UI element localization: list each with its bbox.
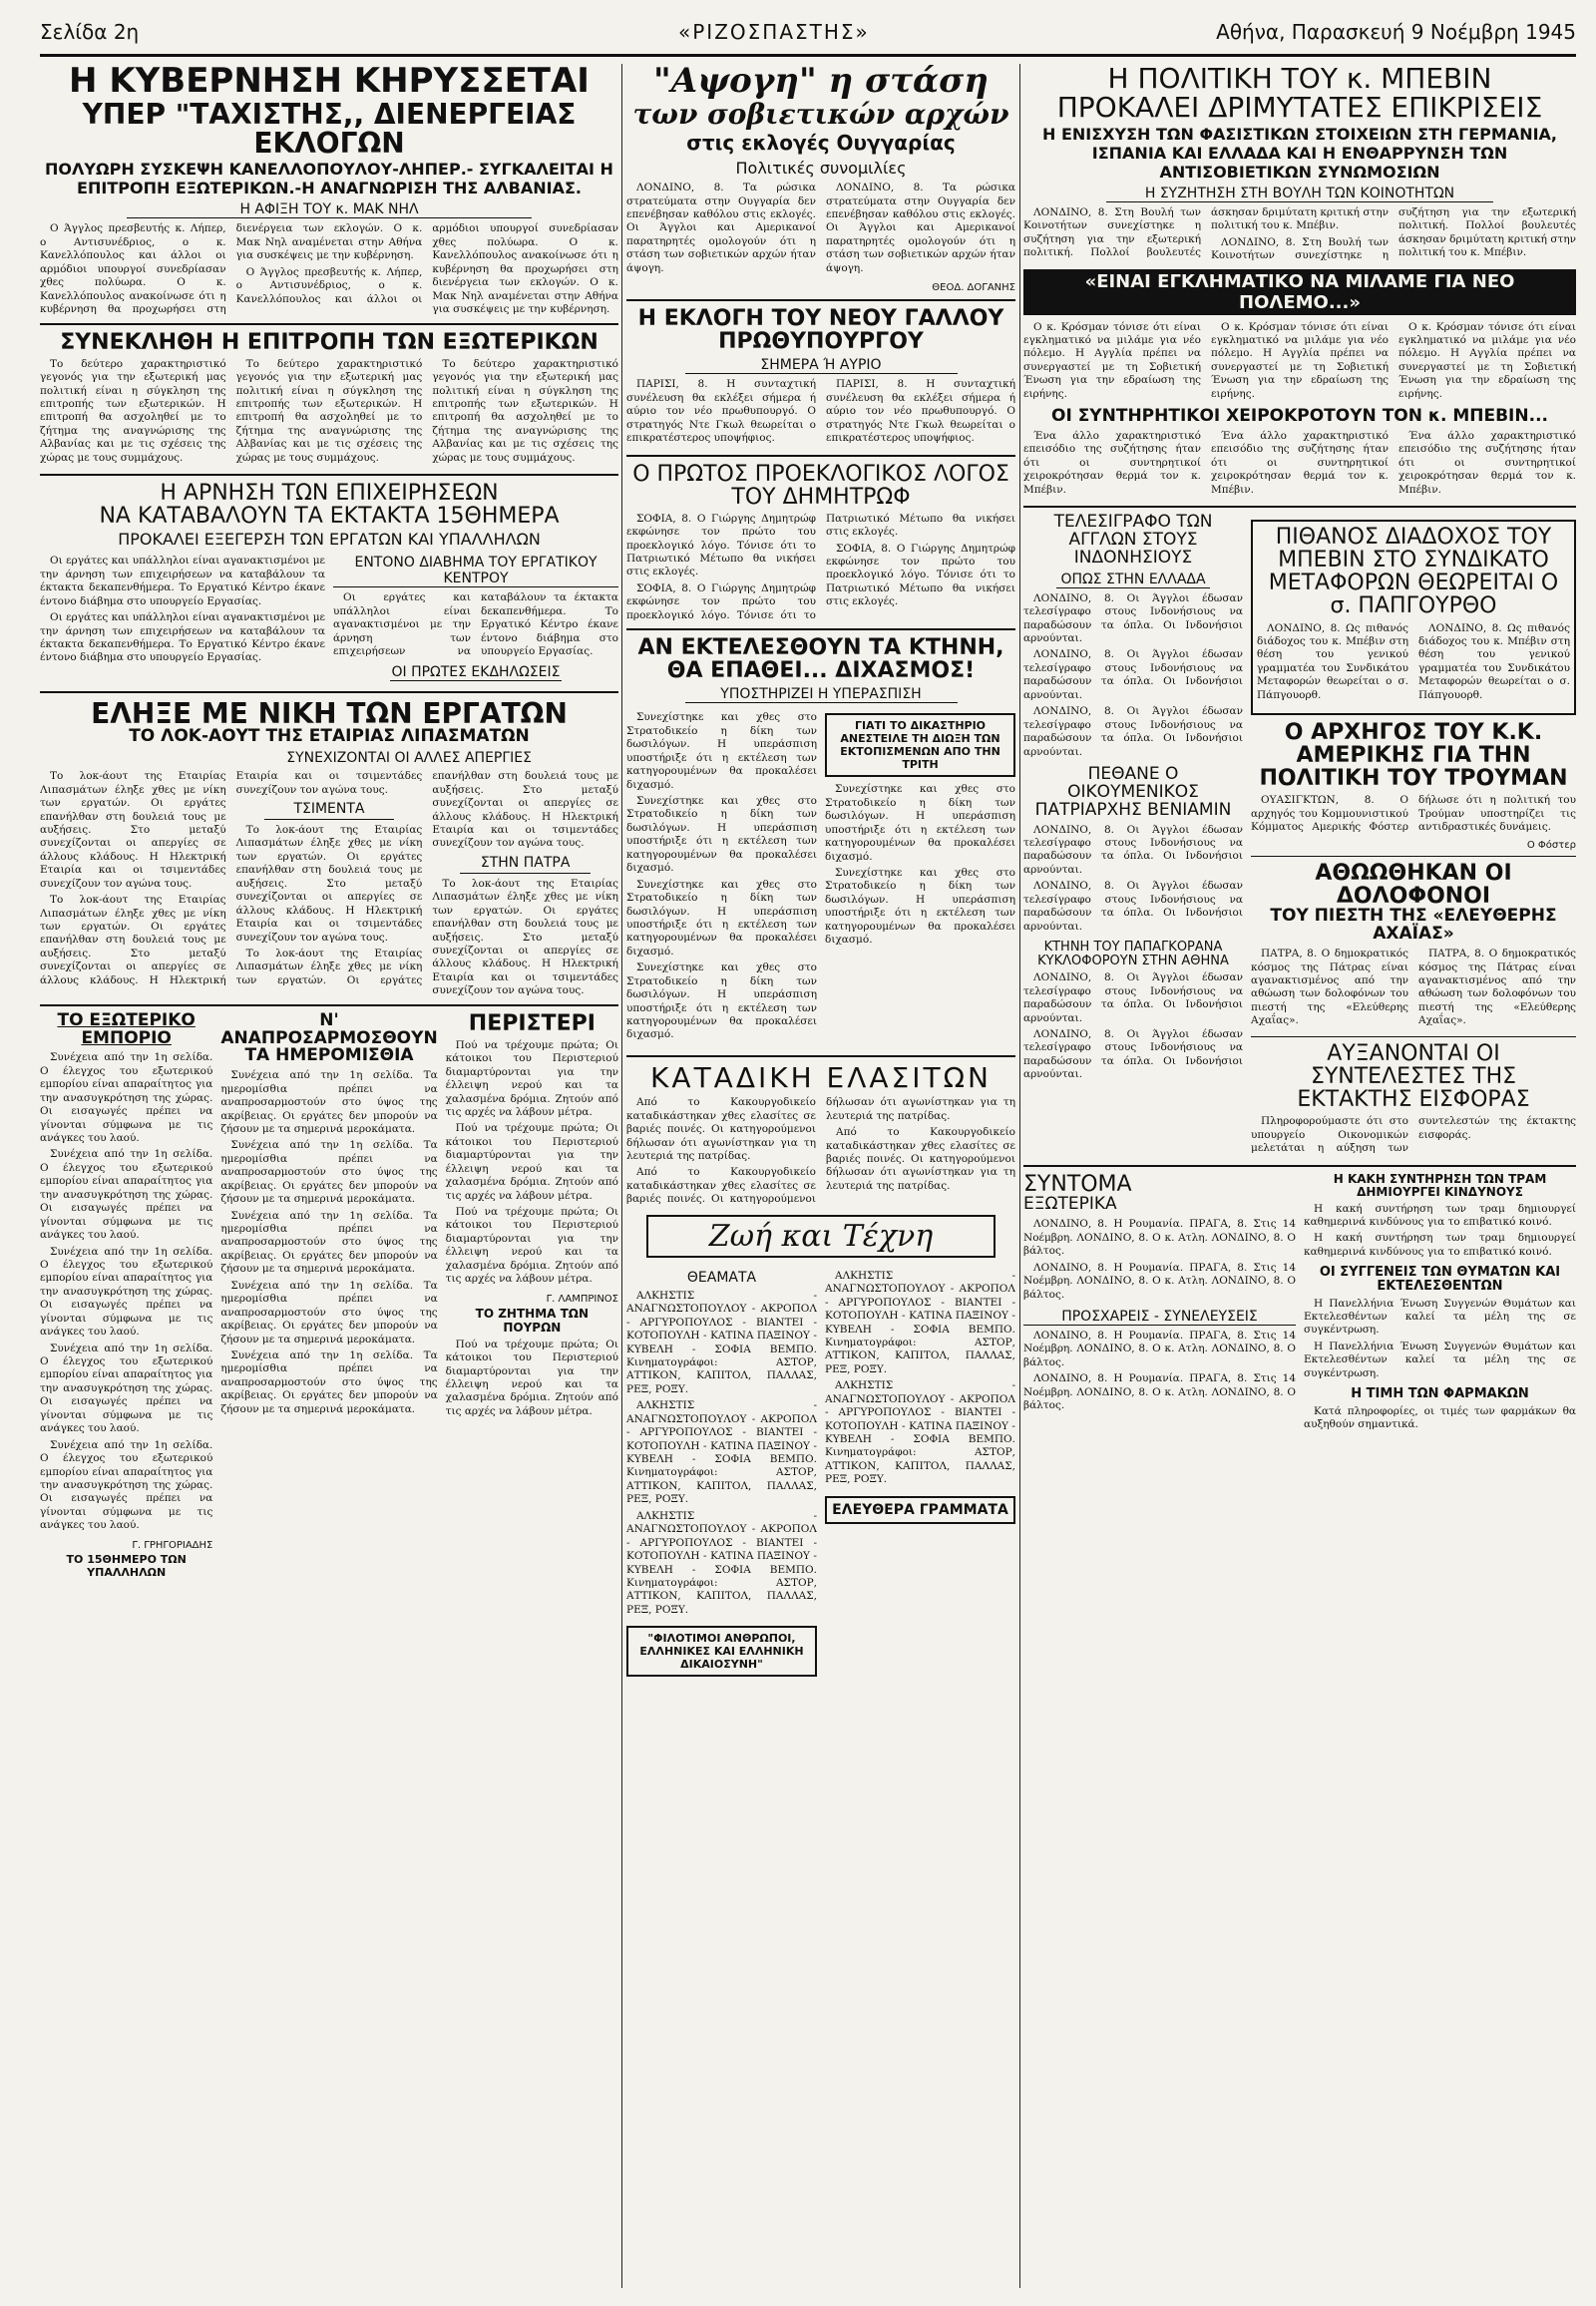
paragraph: ΣΟΦΙΑ, 8. Ο Γιώργης Δημητρώφ εκφώνησε τον πρώτο του προεκλογικό λόγο. Τόνισε ότι το Πατριωτικό Μέτωπο θα νικήσει στις εκλογές. xyxy=(626,512,816,578)
article-body xyxy=(333,591,618,660)
paragraph: ΑΛΚΗΣΤΙΣ - ΑΝΑΓΝΩΣΤΟΠΟΥΛΟΥ - ΑΚΡΟΠΟΛ - ΑΡΓΥΡΟΠΟΥΛΟΣ - ΒΙΑΝΤΕΙ - ΚΟΤΟΠΟΥΛΗ - ΚΑΤΙΝΑ ΠΑΞΙΝΟΥ - ΚΥΒΕΛΗ - ΣΟΦΙΑ ΒΕΜΠΟ. Κινηματογράφοι: ΑΣΤΟΡ, ΑΤΤΙΚΟΝ, ΚΑΠΙΤΟΛ, ΠΑΛΛΑΣ, ΡΕΞ, ΡΟΞΥ. xyxy=(825,1379,1015,1486)
article-body xyxy=(1251,1115,1576,1155)
headline: Η ΚΥΒΕΡΝΗΣΗ ΚΗΡΥΣΣΕΤΑΙ xyxy=(69,64,590,101)
paragraph: Ο κ. Κρόσμαν τόνισε ότι είναι εγκληματικό να μιλάμε για νέο πόλεμο. Η Αγγλία πρέπει να συνεργαστεί με τη Σοβιετική Ένωση για την εδραίωση της ειρήνης. xyxy=(1398,320,1576,400)
article-body xyxy=(40,1051,212,1535)
divider xyxy=(626,1055,1015,1057)
boxed-headline: ΕΛΕΥΘΕΡΑ ΓΡΑΜΜΑΤΑ xyxy=(825,1496,1015,1524)
headline: ΤΟ ΛΟΚ-ΑΟΥΤ ΤΗΣ ΕΤΑΙΡΙΑΣ ΛΙΠΑΣΜΑΤΩΝ xyxy=(129,726,530,747)
paragraph: Συνεχίστηκε και χθες στο Στρατοδικείο η δίκη των δωσιλόγων. Η υπεράσπιση υποστήριξε ότι η εκτέλεση των κατηγορουμένων θα προκαλέσει διχασμό. xyxy=(626,711,817,791)
byline: Γ. ΛΑΜΠΡΙΝΟΣ xyxy=(546,1293,618,1305)
divider xyxy=(1023,1165,1576,1167)
paragraph: ΛΟΝΔΙΝΟ, 8. Στη Βουλή των Κοινοτήτων συνεχίστηκε η συζήτηση για την εξωτερική πολιτική. Πολλοί βουλευτές άσκησαν δριμύτατη κριτική στην πολιτική του κ. Μπέβιν. xyxy=(1211,205,1576,262)
divider xyxy=(1251,856,1576,857)
headline: ΤΟ ΕΞΩΤΕΡΙΚΟ ΕΜΠΟΡΙΟ xyxy=(57,1009,196,1048)
headline: ΠΙΘΑΝΟΣ ΔΙΑΔΟΧΟΣ ΤΟΥ ΜΠΕΒΙΝ ΣΤΟ ΣΥΝΔΙΚΑΤΟ ΜΕΤΑΦΟΡΩΝ ΘΕΩΡΕΙΤΑΙ Ο σ. ΠΑΠΓΟΥΡΘΟ xyxy=(1268,525,1559,619)
paragraph: ΣΟΦΙΑ, 8. Ο Γιώργης Δημητρώφ εκφώνησε τον πρώτο του προεκλογικό λόγο. Τόνισε ότι το Πατριωτικό Μέτωπο θα νικήσει στις εκλογές. xyxy=(626,512,1015,621)
paragraph: ΠΑΤΡΑ, 8. Ο δημοκρατικός κόσμος της Πάτρας είναι αγανακτισμένος από την αθώωση των δολοφόνων του πιεστή της «Ελεύθερης Αχαΐας». xyxy=(1418,948,1576,1027)
paragraph: Η κακή συντήρηση των τραμ δημιουργεί καθημερινά κινδύνους για το επιβατικό κοινό. xyxy=(1304,1202,1576,1228)
headline: Η ΤΙΜΗ ΤΩΝ ΦΑΡΜΑΚΩΝ xyxy=(1351,1386,1529,1402)
paragraph: Από το Κακουργοδικείο καταδικάστηκαν χθες ελασίτες σε βαριές ποινές. Οι κατηγορούμενοι δήλωσαν ότι αγωνίστηκαν για τη λευτεριά της πατρίδας. xyxy=(626,1096,1015,1206)
article-body xyxy=(220,1069,437,1419)
divider xyxy=(1251,1036,1576,1037)
paragraph: Ένα άλλο χαρακτηριστικό επεισόδιο της συζήτησης ήταν ότι οι συντηρητικοί χειροκρότησαν θερμά τον κ. Μπέβιν. xyxy=(1023,430,1201,496)
paragraph: ΟΥΑΣΙΓΚΤΩΝ, 8. Ο αρχηγός του Κομμουνιστικού Κόμματος Αμερικής Φόστερ δήλωσε ότι η πολιτική του Τρούμαν υποστηρίζει τις αντιδραστικές δυνάμεις. xyxy=(1251,794,1576,834)
left-column xyxy=(40,64,618,2288)
paragraph: Από το Κακουργοδικείο καταδικάστηκαν χθες ελασίτες σε βαριές ποινές. Οι κατηγορούμενοι δήλωσαν ότι αγωνίστηκαν για τη λευτεριά της πατρίδας. xyxy=(626,1096,816,1163)
paragraph: ΛΟΝΔΙΝΟ, 8. Οι Άγγλοι έδωσαν τελεσίγραφο στους Ινδονήσιους να παραδώσουν τα όπλα. Οι Ινδονήσιοι αρνούνται. xyxy=(1023,648,1243,701)
kicker: ΕΝΤΟΝΟ ΔΙΑΒΗΜΑ ΤΟΥ ΕΡΓΑΤΙΚΟΥ ΚΕΝΤΡΟΥ xyxy=(333,555,618,587)
byline: Γ. ΓΡΗΓΟΡΙΑΔΗΣ xyxy=(132,1539,213,1551)
headline: ΟΙ ΣΥΝΤΗΡΗΤΙΚΟΙ ΧΕΙΡΟΚΡΟΤΟΥΝ ΤΟΝ κ. ΜΠΕΒΙΝ... xyxy=(1051,406,1548,427)
headline: ΑΘΩΩΘΗΚΑΝ ΟΙ ΔΟΛΟΦΟΝΟΙ xyxy=(1315,861,1512,910)
paragraph: Το λοκ-άουτ της Εταιρίας Λιπασμάτων έληξε χθες με νίκη των εργατών. Οι εργάτες επανήλθαν στη δουλειά τους με αυξήσεις. Στο μεταξύ συνεχίζονται οι απεργίες σε άλλους κλάδους. Η Ηλεκτρική Εταιρία και οι τσιμεντάδες συνεχίζουν τον αγώνα τους. xyxy=(235,770,618,986)
kicker: Η ΑΦΙΞΗ ΤΟΥ κ. ΜΑΚ ΝΗΛ xyxy=(127,201,532,218)
boxed-article xyxy=(1251,520,1576,715)
kicker: ΥΠΟΣΤΗΡΙΖΕΙ Η ΥΠΕΡΑΣΠΙΣΗ xyxy=(685,686,958,703)
article-body xyxy=(1304,1203,1576,1263)
article-body xyxy=(626,182,1015,278)
paragraph: Συνέχεια από την 1η σελίδα. Ο έλεγχος του εξωτερικού εμπορίου είναι απαραίτητος για την ανασυγκρότηση της χώρας. Οι εισαγωγές πρέπει να γίνονται σύμφωνα με τις ανάγκες του λαού. xyxy=(40,1051,213,1145)
paragraph: Πληροφορούμαστε ότι στο υπουργείο Οικονομικών μελετάται η αύξηση των συντελεστών της έκτακτης εισφοράς. xyxy=(1251,1115,1576,1154)
paragraph: ΑΛΚΗΣΤΙΣ - ΑΝΑΓΝΩΣΤΟΠΟΥΛΟΥ - ΑΚΡΟΠΟΛ - ΑΡΓΥΡΟΠΟΥΛΟΣ - ΒΙΑΝΤΕΙ - ΚΟΤΟΠΟΥΛΗ - ΚΑΤΙΝΑ ΠΑΞΙΝΟΥ - ΚΥΒΕΛΗ - ΣΟΦΙΑ ΒΕΜΠΟ. Κινηματογράφοι: ΑΣΤΟΡ, ΑΤΤΙΚΟΝ, ΚΑΠΙΤΟΛ, ΠΑΛΛΑΣ, ΡΕΞ, ΡΟΞΥ. xyxy=(825,1269,1015,1375)
headline: Η ΕΚΛΟΓΗ ΤΟΥ ΝΕΟΥ ΓΑΛΛΟΥ ΠΡΩΘΥΠΟΥΡΓΟΥ xyxy=(637,306,1004,355)
section-label: ΤΣΙΜΕΝΤΑ xyxy=(264,801,395,820)
headline: ΟΙ ΣΥΓΓΕΝΕΙΣ ΤΩΝ ΘΥΜΑΤΩΝ ΚΑΙ ΕΚΤΕΛΕΣΘΕΝΤΩΝ xyxy=(1319,1265,1561,1294)
newspaper-title: «ΡΙΖΟΣΠΑΣΤΗΣ» xyxy=(678,20,870,44)
paragraph: Κατά πληροφορίες, οι τιμές των φαρμάκων θα αυξηθούν σημαντικά. xyxy=(1304,1404,1576,1431)
article-body xyxy=(1023,971,1243,1085)
paragraph: ΛΟΝΔΙΝΟ, 8. Τα ρώσικα στρατεύματα στην Ουγγαρία δεν επενέβησαν καθόλου στις εκλογές. Οι Άγγλοι και Αμερικανοί παρατηρητές ομολογούν ότι η στάση των σοβιετικών αρχών ήταν άψογη. xyxy=(626,182,816,274)
section-label: ΘΕΑΜΑΤΑ xyxy=(686,1269,757,1286)
kicker: ΣΥΝΕΧΙΖΟΝΤΑΙ ΟΙ ΑΛΛΕΣ ΑΠΕΡΓΙΕΣ xyxy=(286,750,532,767)
right-column xyxy=(1023,64,1576,2288)
kicker: Πολιτικές συνομιλίες xyxy=(735,159,907,179)
paragraph: Ο κ. Κρόσμαν τόνισε ότι είναι εγκληματικό να μιλάμε για νέο πόλεμο. Η Αγγλία πρέπει να συνεργαστεί με τη Σοβιετική Ένωση για την εδραίωση της ειρήνης. xyxy=(1211,320,1389,400)
boxed-headline: "ΦΙΛΟΤΙΜΟΙ ΑΝΘΡΩΠΟΙ, ΕΛΛΗΝΙΚΕΣ ΚΑΙ ΕΛΛΗΝΙΚΗ ΔΙΚΑΙΟΣΥΝΗ" xyxy=(626,1626,817,1677)
headline: ΠΕΡΙΣΤΕΡΙ xyxy=(468,1010,596,1036)
divider xyxy=(626,455,1015,457)
box-title: ΟΙ ΠΡΩΤΕΣ ΕΚΔΗΛΩΣΕΙΣ xyxy=(391,664,561,680)
paragraph: Ένα άλλο χαρακτηριστικό επεισόδιο της συζήτησης ήταν ότι οι συντηρητικοί χειροκρότησαν θερμά τον κ. Μπέβιν. xyxy=(1211,430,1389,496)
paragraph: Από το Κακουργοδικείο καταδικάστηκαν χθες ελασίτες σε βαριές ποινές. Οι κατηγορούμενοι δήλωσαν ότι αγωνίστηκαν για τη λευτεριά της πατρίδας. xyxy=(826,1126,1015,1192)
paragraph: ΛΟΝΔΙΝΟ, 8. Η Ρουμανία. ΠΡΑΓΑ, 8. Στις 14 Νοέμβρη. ΛΟΝΔΙΝΟ, 8. Ο κ. Ατλη. ΛΟΝΔΙΝΟ, 8. Ο βάλτος. xyxy=(1023,1218,1296,1258)
paragraph: Συνέχεια από την 1η σελίδα. Τα ημερομίσθια πρέπει να αναπροσαρμοστούν στο ύψος της ακρίβειας. Οι εργάτες δεν μπορούν να ζήσουν με τα σημερινά μεροκάματα. xyxy=(220,1209,438,1276)
headline: ΣΥΝΕΚΛΗΘΗ Η ΕΠΙΤΡΟΠΗ ΤΩΝ ΕΞΩΤΕΡΙΚΩΝ xyxy=(60,329,598,355)
paragraph: ΛΟΝΔΙΝΟ, 8. Οι Άγγλοι έδωσαν τελεσίγραφο στους Ινδονήσιους να παραδώσουν τα όπλα. Οι Ινδονήσιοι αρνούνται. xyxy=(1023,705,1243,758)
headline: Ο ΠΡΩΤΟΣ ΠΡΟΕΚΛΟΓΙΚΟΣ ΛΟΓΟΣ ΤΟΥ ΔΗΜΗΤΡΩΦ xyxy=(632,461,1009,510)
headline: ΕΛΗΞΕ ΜΕ ΝΙΚΗ ΤΩΝ ΕΡΓΑΤΩΝ xyxy=(91,697,568,730)
paragraph: Ένα άλλο χαρακτηριστικό επεισόδιο της συζήτησης ήταν ότι οι συντηρητικοί χειροκρότησαν θερμά τον κ. Μπέβιν. xyxy=(1398,430,1576,496)
headline: ΚΑΤΑΔΙΚΗ ΕΛΑΣΙΤΩΝ xyxy=(650,1060,992,1094)
article-body xyxy=(1023,430,1576,500)
paragraph: Η Πανελλήνια Ένωση Συγγενών Θυμάτων και Εκτελεσθέντων καλεί τα μέλη της σε συγκέντρωση. xyxy=(1304,1340,1576,1379)
column-rule xyxy=(621,64,622,2288)
paragraph: Η κακή συντήρηση των τραμ δημιουργεί καθημερινά κινδύνους για το επιβατικό κοινό. xyxy=(1304,1232,1576,1258)
paragraph: ΛΟΝΔΙΝΟ, 8. Η Ρουμανία. ΠΡΑΓΑ, 8. Στις 14 Νοέμβρη. ΛΟΝΔΙΝΟ, 8. Ο κ. Ατλη. ΛΟΝΔΙΝΟ, 8. Ο βάλτος. xyxy=(1023,1261,1296,1301)
subheadline: ΠΡΟΚΑΛΕΙ ΕΞΕΓΕΡΣΗ ΤΩΝ ΕΡΓΑΤΩΝ ΚΑΙ ΥΠΑΛΛΗΛΩΝ xyxy=(118,530,541,550)
paragraph: Οι εργάτες και υπάλληλοι είναι αγανακτισμένοι με την άρνηση των επιχειρήσεων να καταβάλουν τα έκτακτα δεκαπενθήμερα. Το Εργατικό Κέντρο έκανε έντονο διάβημα στο υπουργείο Εργασίας. xyxy=(40,611,325,664)
paragraph: Συνεχίστηκε και χθες στο Στρατοδικείο η δίκη των δωσιλόγων. Η υπεράσπιση υποστήριξε ότι η εκτέλεση των κατηγορουμένων θα προκαλέσει διχασμό. xyxy=(626,795,817,875)
paragraph: Συνέχεια από την 1η σελίδα. Ο έλεγχος του εξωτερικού εμπορίου είναι απαραίτητος για την ανασυγκρότηση της χώρας. Οι εισαγωγές πρέπει να γίνονται σύμφωνα με τις ανάγκες του λαού. xyxy=(40,1438,213,1532)
paragraph: ΣΟΦΙΑ, 8. Ο Γιώργης Δημητρώφ εκφώνησε τον πρώτο του προεκλογικό λόγο. Τόνισε ότι το Πατριωτικό Μέτωπο θα νικήσει στις εκλογές. xyxy=(826,542,1015,608)
paragraph: ΛΟΝΔΙΝΟ, 8. Οι Άγγλοι έδωσαν τελεσίγραφο στους Ινδονήσιους να παραδώσουν τα όπλα. Οι Ινδονήσιοι αρνούνται. xyxy=(1023,880,1243,933)
masthead xyxy=(40,14,1576,57)
article-body xyxy=(1251,794,1576,836)
byline: Ο Φόστερ xyxy=(1526,840,1576,852)
article-body xyxy=(626,513,1015,623)
paragraph: ΛΟΝΔΙΝΟ, 8. Οι Άγγλοι έδωσαν τελεσίγραφο στους Ινδονήσιους να παραδώσουν τα όπλα. Οι Ινδονήσιοι αρνούνται. xyxy=(1023,591,1243,645)
paragraph: ΛΟΝΔΙΝΟ, 8. Ως πιθανός διάδοχος του κ. Μπέβιν στη θέση του γενικού γραμματέα του Συνδικάτου Μεταφορών θεωρείται ο σ. Πάπγουορθ. xyxy=(1257,621,1408,701)
paragraph: Συνέχεια από την 1η σελίδα. Τα ημερομίσθια πρέπει να αναπροσαρμοστούν στο ύψος της ακρίβειας. Οι εργάτες δεν μπορούν να ζήσουν με τα σημερινά μεροκάματα. xyxy=(220,1069,438,1135)
headline: ΚΤΗΝΗ ΤΟΥ ΠΑΠΑΓΚΟΡΑΝΑ ΚΥΚΛΟΦΟΡΟΥΝ ΣΤΗΝ ΑΘΗΝΑ xyxy=(1037,940,1229,968)
article-body xyxy=(626,1290,817,1621)
paragraph: Συνεχίστηκε και χθες στο Στρατοδικείο η δίκη των δωσιλόγων. Η υπεράσπιση υποστήριξε ότι η εκτέλεση των κατηγορουμένων θα προκαλέσει διχασμό. xyxy=(626,878,817,958)
article-body xyxy=(40,555,325,681)
paragraph: ΑΛΚΗΣΤΙΣ - ΑΝΑΓΝΩΣΤΟΠΟΥΛΟΥ - ΑΚΡΟΠΟΛ - ΑΡΓΥΡΟΠΟΥΛΟΣ - ΒΙΑΝΤΕΙ - ΚΟΤΟΠΟΥΛΗ - ΚΑΤΙΝΑ ΠΑΞΙΝΟΥ - ΚΥΒΕΛΗ - ΣΟΦΙΑ ΒΕΜΠΟ. Κινηματογράφοι: ΑΣΤΟΡ, ΑΤΤΙΚΟΝ, ΚΑΠΙΤΟΛ, ΠΑΛΛΑΣ, ΡΕΞ, ΡΟΞΥ. xyxy=(626,1509,817,1616)
article-body xyxy=(1023,1218,1296,1305)
paragraph: Ο Άγγλος πρεσβευτής κ. Λήπερ, ο Αντισυνέδριος, ο κ. Κανελλόπουλος και άλλοι οι αρμόδιοι υπουργοί συνεδρίασαν χθες πολύωρα. Ο κ. Κανελλόπουλος ανακοίνωσε ότι η κυβέρνηση θα προχωρήσει στη διενέργεια των εκλογών. Ο κ. Μακ Νηλ αναμένεται στην Αθήνα για συσκέψεις με την κυβέρνηση. xyxy=(235,222,618,316)
headline: ΣΥΝΤΟΜΑ xyxy=(1023,1172,1132,1198)
paragraph: ΛΟΝΔΙΝΟ, 8. Οι Άγγλοι έδωσαν τελεσίγραφο στους Ινδονήσιους να παραδώσουν τα όπλα. Οι Ινδονήσιοι αρνούνται. xyxy=(1023,971,1243,1024)
banner-headline: «ΕΙΝΑΙ ΕΓΚΛΗΜΑΤΙΚΟ ΝΑ ΜΙΛΑΜΕ ΓΙΑ ΝΕΟ ΠΟΛΕΜΟ...» xyxy=(1023,269,1576,315)
paragraph: Το δεύτερο χαρακτηριστικό γεγονός για την εξωτερική μας πολιτική είναι η σύγκληση της επιτροπής των εξωτερικών. Η επιτροπή θα ασχοληθεί με το ζήτημα της αναγνώρισης της Αλβανίας και με τις σχέσεις της χώρας με τους συμμάχους. xyxy=(235,357,423,464)
paragraph: Συνέχεια από την 1η σελίδα. Ο έλεγχος του εξωτερικού εμπορίου είναι απαραίτητος για την ανασυγκρότηση της χώρας. Οι εισαγωγές πρέπει να γίνονται σύμφωνα με τις ανάγκες του λαού. xyxy=(40,1245,213,1339)
divider xyxy=(626,299,1015,301)
headline: "Αψογη" η στάση xyxy=(653,64,989,101)
headline: ΥΠΕΡ "ΤΑΧΙΣΤΗΣ,, ΔΙΕΝΕΡΓΕΙΑΣ ΕΚΛΟΓΩΝ xyxy=(82,97,577,161)
divider xyxy=(40,323,618,325)
paragraph: Το λοκ-άουτ της Εταιρίας Λιπασμάτων έληξε χθες με νίκη των εργατών. Οι εργάτες επανήλθαν στη δουλειά τους με αυξήσεις. Στο μεταξύ συνεχίζονται οι απεργίες σε άλλους κλάδους. Η Ηλεκτρική Εταιρία και οι τσιμεντάδες συνεχίζουν τον αγώνα τους. xyxy=(432,877,618,997)
article-body xyxy=(1251,948,1576,1031)
article-body xyxy=(1304,1405,1576,1435)
paragraph: Το δεύτερο χαρακτηριστικό γεγονός για την εξωτερική μας πολιτική είναι η σύγκληση της επιτροπής των εξωτερικών. Η επιτροπή θα ασχοληθεί με το ζήτημα της αναγνώρισης της Αλβανίας και με τις σχέσεις της χώρας με τους συμμάχους. xyxy=(40,357,226,464)
paragraph: Το λοκ-άουτ της Εταιρίας Λιπασμάτων έληξε χθες με νίκη των εργατών. Οι εργάτες επανήλθαν στη δουλειά τους με αυξήσεις. Στο μεταξύ συνεχίζονται οι απεργίες σε άλλους κλάδους. Η Ηλεκτρική Εταιρία και οι τσιμεντάδες συνεχίζουν τον αγώνα τους. xyxy=(235,824,423,944)
headline: Ο ΑΡΧΗΓΟΣ ΤΟΥ Κ.Κ. ΑΜΕΡΙΚΗΣ ΓΙΑ ΤΗΝ ΠΟΛΙΤΙΚΗ ΤΟΥ ΤΡΟΥΜΑΝ xyxy=(1259,720,1568,792)
article-body xyxy=(446,1339,618,1422)
paragraph: Ο Άγγλος πρεσβευτής κ. Λήπερ, ο Αντισυνέδριος, ο κ. Κανελλόπουλος και άλλοι οι αρμόδιοι υπουργοί συνεδρίασαν χθες πολύωρα. Ο κ. Κανελλόπουλος ανακοίνωσε ότι η κυβέρνηση θα προχωρήσει στη διενέργεια των εκλογών. Ο κ. Μακ Νηλ αναμένεται στην Αθήνα για συσκέψεις με την κυβέρνηση. xyxy=(40,222,423,316)
headline: ΠΡΟΚΑΛΕΙ ΔΡΙΜΥΤΑΤΕΣ ΕΠΙΚΡΙΣΕΙΣ xyxy=(1056,91,1543,125)
article-body xyxy=(1023,592,1243,762)
article-body xyxy=(626,378,1015,448)
paragraph: Συνεχίστηκε και χθες στο Στρατοδικείο η δίκη των δωσιλόγων. Η υπεράσπιση υποστήριξε ότι η εκτέλεση των κατηγορουμένων θα προκαλέσει διχασμό. xyxy=(825,783,1015,863)
article-body xyxy=(825,1270,1015,1490)
kicker: ΟΠΩΣ ΣΤΗΝ ΕΛΛΑΔΑ xyxy=(1056,572,1210,588)
headline: ΕΞΩΤΕΡΙΚΑ xyxy=(1023,1194,1117,1215)
byline: ΘΕΟΔ. ΔΟΓΑΝΗΣ xyxy=(932,282,1015,294)
article-body xyxy=(1257,622,1570,706)
article-body xyxy=(1023,1330,1296,1416)
paragraph: ΛΟΝΔΙΝΟ, 8. Η Ρουμανία. ΠΡΑΓΑ, 8. Στις 14 Νοέμβρη. ΛΟΝΔΙΝΟ, 8. Ο κ. Ατλη. ΛΟΝΔΙΝΟ, 8. Ο βάλτος. xyxy=(1023,1372,1296,1412)
section-label: ΣΤΗΝ ΠΑΤΡΑ xyxy=(460,855,591,874)
article-body xyxy=(626,1096,1015,1207)
paragraph: ΠΑΤΡΑ, 8. Ο δημοκρατικός κόσμος της Πάτρας είναι αγανακτισμένος από την αθώωση των δολοφόνων του πιεστή της «Ελεύθερης Αχαΐας». xyxy=(1251,948,1408,1027)
article-body xyxy=(446,1039,618,1290)
article-body xyxy=(825,783,1015,950)
paragraph: ΛΟΝΔΙΝΟ, 8. Η Ρουμανία. ΠΡΑΓΑ, 8. Στις 14 Νοέμβρη. ΛΟΝΔΙΝΟ, 8. Ο κ. Ατλη. ΛΟΝΔΙΝΟ, 8. Ο βάλτος. xyxy=(1023,1329,1296,1368)
divider xyxy=(40,474,618,476)
headline: ΑΝ ΕΚΤΕΛΕΣΘΟΥΝ ΤΑ ΚΤΗΝΗ, ΘΑ ΕΠΑΘΕΙ... ΔΙΧΑΣΜΟΣ! xyxy=(637,635,1004,684)
section-banner: Ζωή και Τέχνη xyxy=(646,1215,996,1258)
paragraph: Συνεχίστηκε και χθες στο Στρατοδικείο η δίκη των δωσιλόγων. Η υπεράσπιση υποστήριξε ότι η εκτέλεση των κατηγορουμένων θα προκαλέσει διχασμό. xyxy=(626,961,817,1041)
paragraph: Οι εργάτες και υπάλληλοι είναι αγανακτισμένοι με την άρνηση των επιχειρήσεων να καταβάλουν τα έκτακτα δεκαπενθήμερα. Το Εργατικό Κέντρο έκανε έντονο διάβημα στο υπουργείο Εργασίας. xyxy=(40,555,325,607)
page-number: Σελίδα 2η xyxy=(40,20,140,44)
section-label: ΠΡΟΣΧΑΡΕΙΣ - ΣΥΝΕΛΕΥΣΕΙΣ xyxy=(1023,1309,1296,1326)
headline: Ν' ΑΝΑΠΡΟΣΑΡΜΟΣΘΟΥΝ ΤΑ ΗΜΕΡΟΜΙΣΘΙΑ xyxy=(220,1009,438,1066)
divider xyxy=(1023,506,1576,508)
paragraph: ΛΟΝΔΙΝΟ, 8. Στη Βουλή των Κοινοτήτων συνεχίστηκε η συζήτηση για την εξωτερική πολιτική. Πολλοί βουλευτές άσκησαν δριμύτατη κριτική στην πολιτική του κ. Μπέβιν. xyxy=(1023,205,1389,259)
headline: ΤΟΥ ΠΙΕΣΤΗ ΤΗΣ «ΕΛΕΥΘΕΡΗΣ ΑΧΑΪΑΣ» xyxy=(1270,906,1557,945)
paragraph: Το λοκ-άουτ της Εταιρίας Λιπασμάτων έληξε χθες με νίκη των εργατών. Οι εργάτες επανήλθαν στη δουλειά τους με αυξήσεις. Στο μεταξύ συνεχίζονται οι απεργίες σε άλλους κλάδους. Η Ηλεκτρική Εταιρία και οι τσιμεντάδες συνεχίζουν τον αγώνα τους. xyxy=(40,770,226,890)
paragraph: Πού να τρέχουμε πρώτα; Οι κάτοικοι του Περιστεριού διαμαρτύρονται για την έλλειψη νερού και τα χαλασμένα δρόμια. Ζητούν από τις αρχές να λάβουν μέτρα. xyxy=(445,1038,618,1118)
subheadline: Η ΕΝΙΣΧΥΣΗ ΤΩΝ ΦΑΣΙΣΤΙΚΩΝ ΣΤΟΙΧΕΙΩΝ ΣΤΗ ΓΕΡΜΑΝΙΑ, ΙΣΠΑΝΙΑ ΚΑΙ ΕΛΛΑΔΑ ΚΑΙ Η ΕΝΘΑΡΡΥΝΣΗ ΤΩΝ ΑΝΤΙΣΟΒΙΕΤΙΚΩΝ ΣΥΝΩΜΟΣΙΩΝ xyxy=(1041,124,1558,182)
paragraph: ΛΟΝΔΙΝΟ, 8. Ως πιθανός διάδοχος του κ. Μπέβιν στη θέση του γενικού γραμματέα του Συνδικάτου Μεταφορών θεωρείται ο σ. Πάπγουορθ. xyxy=(1418,621,1570,701)
paragraph: Συνέχεια από την 1η σελίδα. Τα ημερομίσθια πρέπει να αναπροσαρμοστούν στο ύψος της ακρίβειας. Οι εργάτες δεν μπορούν να ζήσουν με τα σημερινά μεροκάματα. xyxy=(220,1279,438,1345)
paragraph: Συνέχεια από την 1η σελίδα. Τα ημερομίσθια πρέπει να αναπροσαρμοστούν στο ύψος της ακρίβειας. Οι εργάτες δεν μπορούν να ζήσουν με τα σημερινά μεροκάματα. xyxy=(220,1348,438,1415)
paragraph: Συνέχεια από την 1η σελίδα. Ο έλεγχος του εξωτερικού εμπορίου είναι απαραίτητος για την ανασυγκρότηση της χώρας. Οι εισαγωγές πρέπει να γίνονται σύμφωνα με τις ανάγκες του λαού. xyxy=(40,1342,213,1435)
subheadline: ΤΟ 15ΘΗΜΕΡΟ ΤΩΝ ΥΠΑΛΛΗΛΩΝ xyxy=(66,1552,187,1579)
paragraph: ΛΟΝΔΙΝΟ, 8. Οι Άγγλοι έδωσαν τελεσίγραφο στους Ινδονήσιους να παραδώσουν τα όπλα. Οι Ινδονήσιοι αρνούνται. xyxy=(1023,1028,1243,1081)
article-body xyxy=(40,770,618,997)
paragraph: Πού να τρέχουμε πρώτα; Οι κάτοικοι του Περιστεριού διαμαρτύρονται για την έλλειψη νερού και τα χαλασμένα δρόμια. Ζητούν από τις αρχές να λάβουν μέτρα. xyxy=(445,1338,618,1417)
subheadline: ΠΟΛΥΩΡΗ ΣΥΣΚΕΨΗ ΚΑΝΕΛΛΟΠΟΥΛΟΥ-ΛΗΠΕΡ.- ΣΥΓΚΑΛΕΙΤΑΙ Η ΕΠΙΤΡΟΠΗ ΕΞΩΤΕΡΙΚΩΝ.-Η ΑΝΑΓΝΩΡΙΣΗ ΤΗΣ ΑΛΒΑΝΙΑΣ. xyxy=(45,160,613,198)
boxed-headline: ΓΙΑΤΙ ΤΟ ΔΙΚΑΣΤΗΡΙΟ ΑΝΕΣΤΕΙΛΕ ΤΗ ΔΙΩΞΗ ΤΩΝ ΕΚΤΟΠΙΣΜΕΝΩΝ ΑΠΟ ΤΗΝ ΤΡΙΤΗ xyxy=(825,713,1015,777)
paragraph: Πού να τρέχουμε πρώτα; Οι κάτοικοι του Περιστεριού διαμαρτύρονται για την έλλειψη νερού και τα χαλασμένα δρόμια. Ζητούν από τις αρχές να λάβουν μέτρα. xyxy=(445,1122,618,1202)
article-body xyxy=(1023,321,1576,405)
article-body xyxy=(1023,206,1576,263)
article-body xyxy=(626,711,817,1045)
article-body xyxy=(1304,1298,1576,1384)
divider xyxy=(40,691,618,693)
paragraph: ΠΑΡΙΣΙ, 8. Η συνταχτική συνέλευση θα εκλέξει σήμερα ή αύριο τον νέο πρωθυπουργό. Ο στρατηγός Ντε Γκωλ θεωρείται ο επικρατέστερος υποψήφιος. xyxy=(626,378,816,445)
paragraph: Πού να τρέχουμε πρώτα; Οι κάτοικοι του Περιστεριού διαμαρτύρονται για την έλλειψη νερού και τα χαλασμένα δρόμια. Ζητούν από τις αρχές να λάβουν μέτρα. xyxy=(445,1206,618,1286)
column-rule xyxy=(1019,64,1020,2288)
paragraph: ΑΛΚΗΣΤΙΣ - ΑΝΑΓΝΩΣΤΟΠΟΥΛΟΥ - ΑΚΡΟΠΟΛ - ΑΡΓΥΡΟΠΟΥΛΟΣ - ΒΙΑΝΤΕΙ - ΚΟΤΟΠΟΥΛΗ - ΚΑΤΙΝΑ ΠΑΞΙΝΟΥ - ΚΥΒΕΛΗ - ΣΟΦΙΑ ΒΕΜΠΟ. Κινηματογράφοι: ΑΣΤΟΡ, ΑΤΤΙΚΟΝ, ΚΑΠΙΤΟΛ, ΠΑΛΛΑΣ, ΡΕΞ, ΡΟΞΥ. xyxy=(626,1289,817,1395)
paragraph: ΛΟΝΔΙΝΟ, 8. Οι Άγγλοι έδωσαν τελεσίγραφο στους Ινδονήσιους να παραδώσουν τα όπλα. Οι Ινδονήσιοι αρνούνται. xyxy=(1023,823,1243,876)
middle-column xyxy=(626,64,1015,2288)
paragraph: Ο κ. Κρόσμαν τόνισε ότι είναι εγκληματικό να μιλάμε για νέο πόλεμο. Η Αγγλία πρέπει να συνεργαστεί με τη Σοβιετική Ένωση για την εδραίωση της ειρήνης. xyxy=(1023,320,1201,400)
paragraph: Το δεύτερο χαρακτηριστικό γεγονός για την εξωτερική μας πολιτική είναι η σύγκληση της επιτροπής των εξωτερικών. Η επιτροπή θα ασχοληθεί με το ζήτημα της αναγνώρισης της Αλβανίας και με τις σχέσεις της χώρας με τους συμμάχους. xyxy=(432,357,618,464)
divider xyxy=(626,628,1015,630)
paragraph: Συνέχεια από την 1η σελίδα. Ο έλεγχος του εξωτερικού εμπορίου είναι απαραίτητος για την ανασυγκρότηση της χώρας. Οι εισαγωγές πρέπει να γίνονται σύμφωνα με τις ανάγκες του λαού. xyxy=(40,1148,213,1242)
paragraph: Συνεχίστηκε και χθες στο Στρατοδικείο η δίκη των δωσιλόγων. Η υπεράσπιση υποστήριξε ότι η εκτέλεση των κατηγορουμένων θα προκαλέσει διχασμό. xyxy=(825,867,1015,947)
paragraph: Το λοκ-άουτ της Εταιρίας Λιπασμάτων έληξε χθες με νίκη των εργατών. Οι εργάτες επανήλθαν στη δουλειά τους με αυξήσεις. Στο μεταξύ συνεχίζονται οι απεργίες σε άλλους κλάδους. Η Ηλεκτρική Εταιρία και οι τσιμεντάδες συνεχίζουν τον αγώνα τους. xyxy=(40,770,423,986)
headline: ΑΥΞΑΝΟΝΤΑΙ ΟΙ ΣΥΝΤΕΛΕΣΤΕΣ ΤΗΣ ΕΚΤΑΚΤΗΣ ΕΙΣΦΟΡΑΣ xyxy=(1297,1040,1530,1112)
headline: Η ΚΑΚΗ ΣΥΝΤΗΡΗΣΗ ΤΩΝ ΤΡΑΜ ΔΗΜΙΟΥΡΓΕΙ ΚΙΝΔΥΝΟΥΣ xyxy=(1333,1172,1547,1199)
kicker: ΣΗΜΕΡΑ Ή ΑΥΡΙΟ xyxy=(685,357,958,374)
paragraph: ΠΑΡΙΣΙ, 8. Η συνταχτική συνέλευση θα εκλέξει σήμερα ή αύριο τον νέο πρωθυπουργό. Ο στρατηγός Ντε Γκωλ θεωρείται ο επικρατέστερος υποψήφιος. xyxy=(826,378,1015,445)
headline: ΤΕΛΕΣΙΓΡΑΦΟ ΤΩΝ ΑΓΓΛΩΝ ΣΤΟΥΣ ΙΝΔΟΝΗΣΙΟΥΣ xyxy=(1053,512,1213,568)
paragraph: ΛΟΝΔΙΝΟ, 8. Τα ρώσικα στρατεύματα στην Ουγγαρία δεν επενέβησαν καθόλου στις εκλογές. Οι Άγγλοι και Αμερικανοί παρατηρητές ομολογούν ότι η στάση των σοβιετικών αρχών ήταν άψογη. xyxy=(826,182,1015,274)
paragraph: Οι εργάτες και υπάλληλοι είναι αγανακτισμένοι με την άρνηση των επιχειρήσεων να καταβάλουν τα έκτακτα δεκαπενθήμερα. Το Εργατικό Κέντρο έκανε έντονο διάβημα στο υπουργείο Εργασίας. xyxy=(333,591,618,658)
headline: των σοβιετικών αρχών xyxy=(632,97,1009,131)
headline: ΝΑ ΚΑΤΑΒΑΛΟΥΝ ΤΑ ΕΚΤΑΚΤΑ 15ΘΗΜΕΡΑ xyxy=(99,504,560,530)
headline: Η ΠΟΛΙΤΙΚΗ ΤΟΥ κ. ΜΠΕΒΙΝ xyxy=(1107,64,1492,95)
subheadline: ΤΟ ΖΗΤΗΜΑ ΤΩΝ ΠΟΥΡΩΝ xyxy=(475,1306,590,1335)
paragraph: Η Πανελλήνια Ένωση Συγγενών Θυμάτων και Εκτελεσθέντων καλεί τα μέλη της σε συγκέντρωση. xyxy=(1304,1297,1576,1337)
subheadline: στις εκλογές Ουγγαρίας xyxy=(686,131,956,156)
article-body xyxy=(1023,824,1243,938)
paragraph: Συνέχεια από την 1η σελίδα. Τα ημερομίσθια πρέπει να αναπροσαρμοστούν στο ύψος της ακρίβειας. Οι εργάτες δεν μπορούν να ζήσουν με τα σημερινά μεροκάματα. xyxy=(220,1139,438,1206)
article-body xyxy=(40,358,618,469)
issue-date: Αθήνα, Παρασκευή 9 Νοέμβρη 1945 xyxy=(1216,20,1576,44)
divider xyxy=(40,1004,618,1006)
paragraph: ΑΛΚΗΣΤΙΣ - ΑΝΑΓΝΩΣΤΟΠΟΥΛΟΥ - ΑΚΡΟΠΟΛ - ΑΡΓΥΡΟΠΟΥΛΟΣ - ΒΙΑΝΤΕΙ - ΚΟΤΟΠΟΥΛΗ - ΚΑΤΙΝΑ ΠΑΞΙΝΟΥ - ΚΥΒΕΛΗ - ΣΟΦΙΑ ΒΕΜΠΟ. Κινηματογράφοι: ΑΣΤΟΡ, ΑΤΤΙΚΟΝ, ΚΑΠΙΤΟΛ, ΠΑΛΛΑΣ, ΡΕΞ, ΡΟΞΥ. xyxy=(626,1399,817,1506)
kicker: Η ΣΥΖΗΤΗΣΗ ΣΤΗ ΒΟΥΛΗ ΤΩΝ ΚΟΙΝΟΤΗΤΩΝ xyxy=(1106,186,1493,202)
article-body xyxy=(40,222,618,316)
headline: Η ΑΡΝΗΣΗ ΤΩΝ ΕΠΙΧΕΙΡΗΣΕΩΝ xyxy=(160,481,499,507)
headline: ΠΕΘΑΝΕ Ο ΟΙΚΟΥΜΕΝΙΚΟΣ ΠΑΤΡΙΑΡΧΗΣ ΒΕΝΙΑΜΙΝ xyxy=(1034,763,1232,820)
